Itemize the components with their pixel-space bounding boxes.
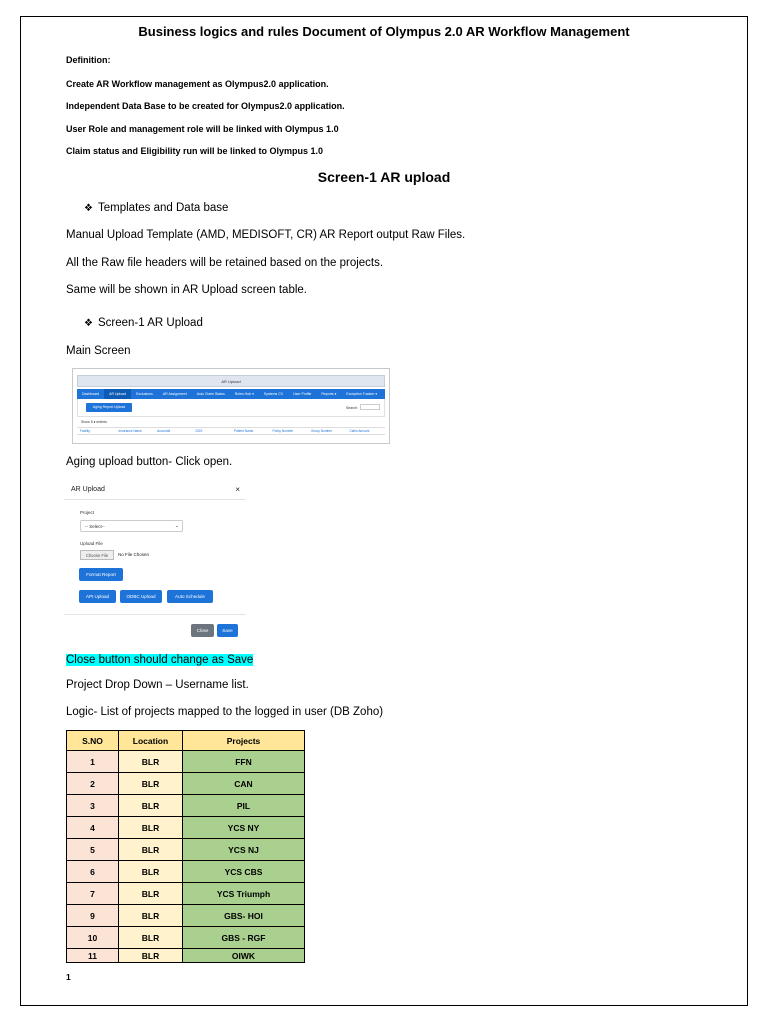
header-projects: Projects (183, 731, 305, 751)
auto-schedule-button[interactable]: Auto Schedule (167, 590, 213, 603)
nav-item-active[interactable]: AR Upload (104, 389, 131, 399)
cell-project: PIL (183, 795, 305, 817)
aging-upload-text: Aging upload button- Click open. (66, 456, 233, 468)
paragraph: Same will be shown in AR Upload screen table. (66, 284, 307, 296)
header-sno: S.NO (67, 731, 119, 751)
nav-item[interactable]: Systems CV (263, 392, 284, 396)
mini-page-title: AR Upload (77, 375, 385, 387)
project-label: Project (80, 510, 95, 515)
cell-location: BLR (119, 861, 183, 883)
column-header[interactable]: Group Number (311, 429, 333, 433)
definition-item: Claim status and Eligibility run will be linked to Olympus 1.0 (66, 146, 324, 156)
cell-project: GBS- HOI (183, 905, 305, 927)
column-header[interactable]: DOS (195, 429, 203, 433)
diamond-bullet-icon: ❖ (84, 203, 93, 214)
cell-project: YCS CBS (183, 861, 305, 883)
screen-heading: Screen-1 AR upload (317, 169, 451, 185)
diamond-bullet-icon: ❖ (84, 318, 93, 329)
upload-file-label: Upload File (80, 541, 103, 546)
show-entries[interactable]: Show 5 ♦ entries (81, 420, 107, 424)
cell-sno: 9 (67, 905, 119, 927)
cell-location: BLR (119, 817, 183, 839)
close-icon[interactable]: × (235, 485, 240, 494)
table-row (67, 839, 305, 861)
api-upload-button[interactable]: API Upload (79, 590, 116, 603)
bullet-templates (84, 202, 228, 214)
cell-sno: 1 (67, 751, 119, 773)
logic-text: Logic- List of projects mapped to the logged in user (DB Zoho) (66, 706, 384, 718)
chevron-down-icon: ⌄ (174, 523, 179, 529)
cell-location: BLR (119, 883, 183, 905)
table-row (67, 861, 305, 883)
cell-sno: 3 (67, 795, 119, 817)
table-row (67, 927, 305, 949)
cell-sno: 2 (67, 773, 119, 795)
cell-sno: 6 (67, 861, 119, 883)
cell-sno: 7 (67, 883, 119, 905)
column-header[interactable]: Account# (157, 429, 171, 433)
cell-location: BLR (119, 773, 183, 795)
mini-navbar (77, 389, 385, 399)
cell-location: BLR (119, 839, 183, 861)
cell-location: BLR (119, 927, 183, 949)
definition-heading: Definition: (66, 55, 111, 65)
cell-project: YCS Triumph (183, 883, 305, 905)
column-header[interactable]: Facility (80, 429, 90, 433)
nav-item[interactable]: User Profile (293, 392, 312, 396)
table-row (67, 905, 305, 927)
definition-item: Independent Data Base to be created for Olympus2.0 application. (66, 101, 345, 111)
odbc-upload-button[interactable]: ODBC Upload (120, 590, 162, 603)
bullet-text: Templates and Data base (98, 202, 229, 214)
cell-project: YCS NY (183, 817, 305, 839)
ar-upload-modal (64, 480, 246, 646)
column-header[interactable]: Policy Number (272, 429, 294, 433)
cell-project: FFN (183, 751, 305, 773)
projects-table (66, 730, 305, 963)
search-label: Search: (345, 406, 358, 410)
cell-sno: 4 (67, 817, 119, 839)
project-dropdown-text: Project Drop Down – Username list. (66, 679, 249, 691)
mini-toolbar (77, 399, 385, 417)
table-header-row (67, 731, 305, 751)
definition-item: Create AR Workflow management as Olympus2.0 application. (66, 79, 329, 89)
main-screen-screenshot (72, 368, 390, 444)
nav-item[interactable]: AR Assignment (162, 392, 187, 396)
aging-report-upload-button[interactable]: Aging Report Upload (86, 403, 132, 412)
header-location: Location (119, 731, 183, 751)
project-select[interactable] (80, 520, 183, 532)
definition-item: User Role and management role will be linked with Olympus 1.0 (66, 124, 339, 134)
table-row (67, 795, 305, 817)
paragraph: Manual Upload Template (AMD, MEDISOFT, CR) AR Report output Raw Files. (66, 229, 466, 241)
modal-title: AR Upload (71, 486, 105, 493)
table-row (67, 773, 305, 795)
cell-project: GBS - RGF (183, 927, 305, 949)
table-row (67, 751, 305, 773)
highlight-note (66, 654, 253, 666)
page-number: 1 (66, 972, 71, 982)
cell-project: CAN (183, 773, 305, 795)
main-screen-label: Main Screen (66, 345, 131, 357)
paragraph: All the Raw file headers will be retained based on the projects. (66, 257, 384, 269)
column-header[interactable]: Insurance Name (118, 429, 142, 433)
modal-footer-divider (64, 614, 246, 615)
save-button[interactable]: Save (217, 624, 238, 637)
nav-item[interactable]: Auto Claim Status (196, 392, 225, 396)
column-header[interactable]: Claim Amount (349, 429, 370, 433)
select-value: -- Select-- (85, 524, 105, 529)
cell-project: OIWK (183, 949, 305, 963)
cell-sno: 11 (67, 949, 119, 963)
table-row (67, 949, 305, 963)
table-row (67, 817, 305, 839)
cell-sno: 5 (67, 839, 119, 861)
table-header (77, 427, 385, 435)
nav-item[interactable]: Exception Tracker ▾ (346, 392, 378, 396)
format-report-button[interactable]: Format Report (79, 568, 123, 581)
highlighted-text: Close button should change as Save (66, 654, 254, 666)
nav-item[interactable]: Reports ▾ (321, 392, 337, 396)
close-button[interactable]: Close (191, 624, 214, 637)
cell-sno: 10 (67, 927, 119, 949)
modal-header (64, 480, 246, 500)
cell-location: BLR (119, 949, 183, 963)
table-row (67, 883, 305, 905)
column-header[interactable]: Patient Name (234, 429, 254, 433)
cell-location: BLR (119, 905, 183, 927)
nav-item[interactable]: Exclusions (136, 392, 153, 396)
choose-file-button[interactable]: Choose File (80, 550, 114, 560)
bullet-screen-upload (84, 317, 203, 329)
nav-item[interactable]: Dashboard (82, 392, 100, 396)
document-title: Business logics and rules Document of Olympus 2.0 AR Workflow Management (138, 24, 630, 39)
bullet-text: Screen-1 AR Upload (98, 317, 203, 329)
cell-location: BLR (119, 795, 183, 817)
nav-item[interactable]: Rules Hub ▾ (234, 392, 254, 396)
cell-location: BLR (119, 751, 183, 773)
search-input[interactable] (360, 404, 380, 410)
cell-project: YCS NJ (183, 839, 305, 861)
no-file-text: No File Chosen (118, 552, 150, 557)
